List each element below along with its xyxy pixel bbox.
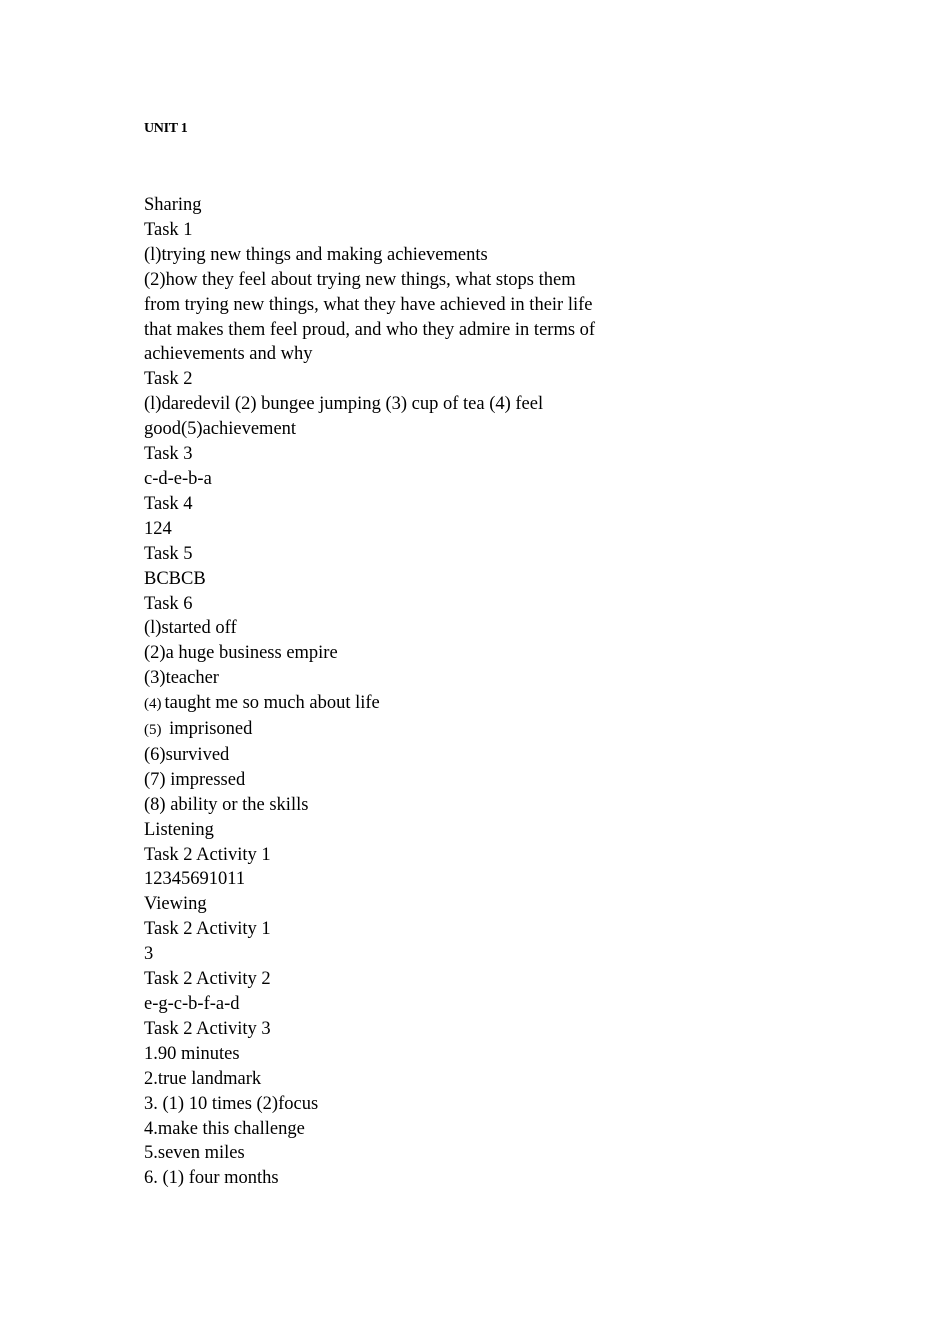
- answer-line: from trying new things, what they have achieved in their life: [144, 294, 593, 315]
- answer-line: (7) impressed: [144, 769, 246, 790]
- answer-line: 3: [144, 944, 154, 965]
- answer-line: (6)survived: [144, 744, 230, 765]
- task-heading: Task 3: [144, 444, 193, 465]
- answer-line: (l)daredevil (2) bungee jumping (3) cup of tea (4) feel: [144, 394, 544, 415]
- task-heading: Task 2 Activity 1: [144, 919, 271, 940]
- task-heading: Task 2: [144, 369, 193, 390]
- task-heading: Task 6: [144, 593, 193, 614]
- answer-line: good(5)achievement: [144, 419, 297, 440]
- answer-line: (2)how they feel about trying new things, what stops them: [144, 269, 576, 290]
- answer-line: (l)started off: [144, 618, 237, 639]
- answer-text: imprisoned: [164, 719, 253, 740]
- section-heading-sharing: Sharing: [144, 195, 202, 215]
- answer-line: 4.make this challenge: [144, 1118, 305, 1139]
- answer-line: 5.seven miles: [144, 1143, 245, 1164]
- unit-title: UNIT 1: [144, 121, 188, 136]
- section-heading-listening: Listening: [144, 819, 214, 840]
- answer-text: taught me so much about life: [164, 693, 380, 714]
- answer-line: (l)trying new things and making achievements: [144, 244, 488, 265]
- answer-line: 6. (1) four months: [144, 1168, 279, 1189]
- answer-line: 3. (1) 10 times (2)focus: [144, 1093, 319, 1114]
- answer-line: e-g-c-b-f-a-d: [144, 994, 240, 1014]
- answer-line: 1.90 minutes: [144, 1043, 240, 1064]
- task-heading: Task 1: [144, 219, 193, 240]
- answer-line: 2.true landmark: [144, 1068, 262, 1089]
- answer-line: that makes them feel proud, and who they admire in terms of: [144, 319, 596, 340]
- answer-line: BCBCB: [144, 568, 206, 589]
- task-heading: Task 2 Activity 3: [144, 1018, 271, 1039]
- task-heading: Task 4: [144, 493, 193, 514]
- answer-line: (3)teacher: [144, 668, 219, 689]
- answer-line: achievements and why: [144, 344, 313, 365]
- task-heading: Task 5: [144, 543, 193, 564]
- section-heading-viewing: Viewing: [144, 894, 207, 915]
- answer-line: (2)a huge business empire: [144, 643, 338, 664]
- answer-line: (8) ability or the skills: [144, 794, 309, 815]
- answer-line: [144, 717, 664, 743]
- answer-number: (5): [144, 722, 162, 739]
- task-heading: Task 2 Activity 1: [144, 844, 271, 865]
- answer-line: 124: [144, 518, 172, 539]
- answer-line: [144, 691, 664, 717]
- task-heading: Task 2 Activity 2: [144, 969, 271, 990]
- answer-list: [144, 193, 664, 1191]
- answer-line: 12345691011: [144, 869, 246, 890]
- answer-number: (4): [144, 696, 162, 713]
- answer-line: c-d-e-b-a: [144, 468, 212, 489]
